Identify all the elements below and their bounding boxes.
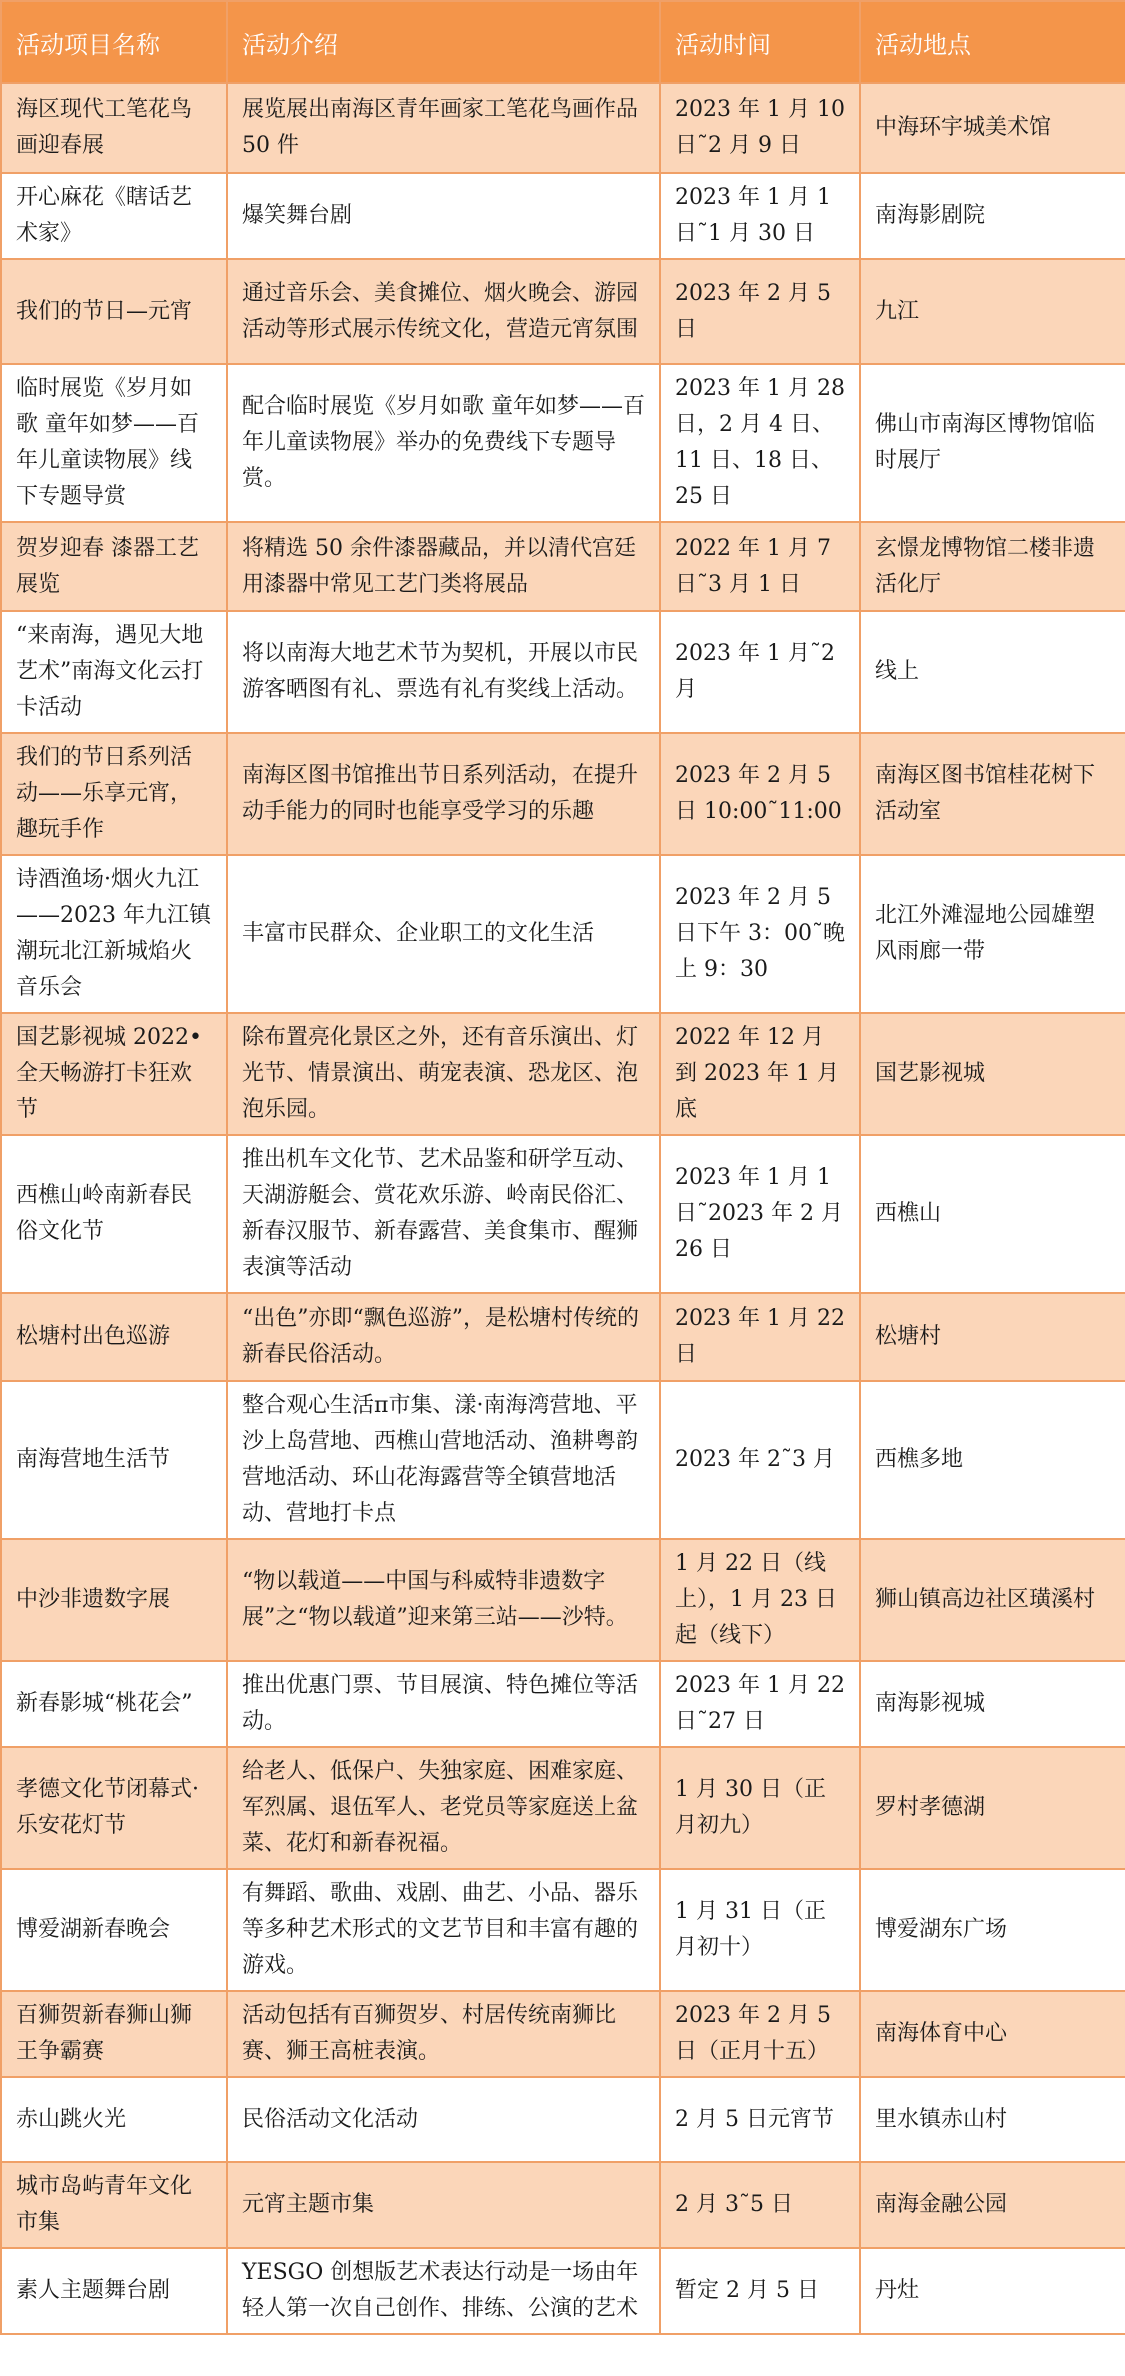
table-body <box>1 83 1125 2334</box>
cell-activity-time: 2022 年 12 月到 2023 年 1 月底 <box>660 1013 860 1135</box>
table-row <box>1 1661 1125 1747</box>
table-row <box>1 855 1125 1013</box>
cell-activity-name: 贺岁迎春 漆器工艺展览 <box>1 522 227 611</box>
header-activity-name: 活动项目名称 <box>1 1 227 83</box>
cell-activity-name: 素人主题舞台剧 <box>1 2248 227 2334</box>
cell-activity-time: 2023 年 1 月 22 日˜27 日 <box>660 1661 860 1747</box>
cell-activity-intro: 推出优惠门票、节目展演、特色摊位等活动。 <box>227 1661 660 1747</box>
cell-activity-name: 我们的节日系列活动——乐享元宵，趣玩手作 <box>1 733 227 855</box>
cell-activity-time: 暂定 2 月 5 日 <box>660 2248 860 2334</box>
cell-activity-intro: 南海区图书馆推出节日系列活动，在提升动手能力的同时也能享受学习的乐趣 <box>227 733 660 855</box>
cell-activity-name: 松塘村出色巡游 <box>1 1293 227 1381</box>
cell-activity-place: 丹灶 <box>860 2248 1125 2334</box>
cell-activity-place: 玄憬龙博物馆二楼非遗活化厅 <box>860 522 1125 611</box>
cell-activity-name: 国艺影视城 2022•全天畅游打卡狂欢节 <box>1 1013 227 1135</box>
cell-activity-intro: 推出机车文化节、艺术品鉴和研学互动、天湖游艇会、赏花欢乐游、岭南民俗汇、新春汉服节、新春露营、美食集市、醒狮表演等活动 <box>227 1135 660 1293</box>
table-row <box>1 1381 1125 1539</box>
table-row <box>1 83 1125 173</box>
cell-activity-time: 2023 年 1 月 1 日˜1 月 30 日 <box>660 173 860 259</box>
cell-activity-name: “来南海，遇见大地艺术”南海文化云打卡活动 <box>1 611 227 733</box>
table-row <box>1 2077 1125 2162</box>
table-row <box>1 2162 1125 2248</box>
cell-activity-time: 2023 年 1 月 28 日，2 月 4 日、11 日、18 日、25 日 <box>660 364 860 522</box>
cell-activity-name: 城市岛屿青年文化市集 <box>1 2162 227 2248</box>
table-row <box>1 259 1125 364</box>
cell-activity-time: 2023 年 1 月 1 日˜2023 年 2 月 26 日 <box>660 1135 860 1293</box>
cell-activity-time: 2023 年 1 月˜2 月 <box>660 611 860 733</box>
table-row <box>1 1539 1125 1661</box>
cell-activity-time: 2022 年 1 月 7 日˜3 月 1 日 <box>660 522 860 611</box>
cell-activity-name: 百狮贺新春狮山狮王争霸赛 <box>1 1991 227 2077</box>
cell-activity-place: 里水镇赤山村 <box>860 2077 1125 2162</box>
cell-activity-intro: 爆笑舞台剧 <box>227 173 660 259</box>
cell-activity-place: 北江外滩湿地公园雄塑风雨廊一带 <box>860 855 1125 1013</box>
cell-activity-intro: 配合临时展览《岁月如歌 童年如梦——百年儿童读物展》举办的免费线下专题导赏。 <box>227 364 660 522</box>
cell-activity-intro: 除布置亮化景区之外，还有音乐演出、灯光节、情景演出、萌宠表演、恐龙区、泡泡乐园。 <box>227 1013 660 1135</box>
cell-activity-intro: “出色”亦即“飘色巡游”，是松塘村传统的新春民俗活动。 <box>227 1293 660 1381</box>
table-row <box>1 733 1125 855</box>
cell-activity-place: 松塘村 <box>860 1293 1125 1381</box>
table-row <box>1 1991 1125 2077</box>
table-row <box>1 1293 1125 1381</box>
cell-activity-intro: 通过音乐会、美食摊位、烟火晚会、游园活动等形式展示传统文化，营造元宵氛围 <box>227 259 660 364</box>
table-row <box>1 1013 1125 1135</box>
table-row <box>1 364 1125 522</box>
cell-activity-time: 1 月 30 日（正月初九） <box>660 1747 860 1869</box>
table-row <box>1 611 1125 733</box>
cell-activity-intro: 展览展出南海区青年画家工笔花鸟画作品 50 件 <box>227 83 660 173</box>
cell-activity-time: 2023 年 2 月 5 日下午 3：00˜晚上 9：30 <box>660 855 860 1013</box>
cell-activity-time: 2 月 3˜5 日 <box>660 2162 860 2248</box>
cell-activity-name: 博爱湖新春晚会 <box>1 1869 227 1991</box>
cell-activity-name: 诗酒渔场·烟火九江——2023 年九江镇潮玩北江新城焰火音乐会 <box>1 855 227 1013</box>
cell-activity-time: 2 月 5 日元宵节 <box>660 2077 860 2162</box>
table-row <box>1 2248 1125 2334</box>
cell-activity-place: 南海区图书馆桂花树下活动室 <box>860 733 1125 855</box>
cell-activity-name: 开心麻花《瞎话艺术家》 <box>1 173 227 259</box>
cell-activity-intro: 民俗活动文化活动 <box>227 2077 660 2162</box>
cell-activity-place: 博爱湖东广场 <box>860 1869 1125 1991</box>
cell-activity-time: 1 月 22 日（线上），1 月 23 日起（线下） <box>660 1539 860 1661</box>
cell-activity-intro: 给老人、低保户、失独家庭、困难家庭、军烈属、退伍军人、老党员等家庭送上盆菜、花灯和新春祝福。 <box>227 1747 660 1869</box>
cell-activity-name: 赤山跳火光 <box>1 2077 227 2162</box>
cell-activity-place: 南海影剧院 <box>860 173 1125 259</box>
cell-activity-name: 临时展览《岁月如歌 童年如梦——百年儿童读物展》线下专题导赏 <box>1 364 227 522</box>
cell-activity-place: 佛山市南海区博物馆临时展厅 <box>860 364 1125 522</box>
cell-activity-place: 南海体育中心 <box>860 1991 1125 2077</box>
cell-activity-intro: YESGO 创想版艺术表达行动是一场由年轻人第一次自己创作、排练、公演的艺术 <box>227 2248 660 2334</box>
cell-activity-time: 1 月 31 日（正月初十） <box>660 1869 860 1991</box>
cell-activity-intro: 整合观心生活π市集、漾·南海湾营地、平沙上岛营地、西樵山营地活动、渔耕粤韵营地活动、环山花海露营等全镇营地活动、营地打卡点 <box>227 1381 660 1539</box>
cell-activity-place: 西樵山 <box>860 1135 1125 1293</box>
cell-activity-time: 2023 年 2˜3 月 <box>660 1381 860 1539</box>
table-header-row <box>1 1 1125 83</box>
table-row <box>1 173 1125 259</box>
cell-activity-time: 2023 年 2 月 5 日 10:00˜11:00 <box>660 733 860 855</box>
table-row <box>1 1135 1125 1293</box>
cell-activity-place: 中海环宇城美术馆 <box>860 83 1125 173</box>
cell-activity-place: 罗村孝德湖 <box>860 1747 1125 1869</box>
cell-activity-name: 新春影城“桃花会” <box>1 1661 227 1747</box>
header-activity-intro: 活动介绍 <box>227 1 660 83</box>
cell-activity-place: 狮山镇高边社区璜溪村 <box>860 1539 1125 1661</box>
table-row <box>1 1747 1125 1869</box>
cell-activity-intro: “物以载道——中国与科威特非遗数字展”之“物以载道”迎来第三站——沙特。 <box>227 1539 660 1661</box>
cell-activity-place: 西樵多地 <box>860 1381 1125 1539</box>
cell-activity-time: 2023 年 2 月 5 日（正月十五） <box>660 1991 860 2077</box>
cell-activity-place: 九江 <box>860 259 1125 364</box>
cell-activity-intro: 活动包括有百狮贺岁、村居传统南狮比赛、狮王高桩表演。 <box>227 1991 660 2077</box>
header-activity-place: 活动地点 <box>860 1 1125 83</box>
header-activity-time: 活动时间 <box>660 1 860 83</box>
cell-activity-name: 中沙非遗数字展 <box>1 1539 227 1661</box>
cell-activity-name: 海区现代工笔花鸟画迎春展 <box>1 83 227 173</box>
cell-activity-name: 我们的节日—元宵 <box>1 259 227 364</box>
cell-activity-time: 2023 年 1 月 22 日 <box>660 1293 860 1381</box>
cell-activity-name: 南海营地生活节 <box>1 1381 227 1539</box>
cell-activity-time: 2023 年 2 月 5 日 <box>660 259 860 364</box>
cell-activity-time: 2023 年 1 月 10 日˜2 月 9 日 <box>660 83 860 173</box>
table-row <box>1 522 1125 611</box>
cell-activity-intro: 元宵主题市集 <box>227 2162 660 2248</box>
cell-activity-name: 西樵山岭南新春民俗文化节 <box>1 1135 227 1293</box>
cell-activity-intro: 将以南海大地艺术节为契机，开展以市民游客晒图有礼、票选有礼有奖线上活动。 <box>227 611 660 733</box>
cell-activity-place: 国艺影视城 <box>860 1013 1125 1135</box>
cell-activity-intro: 将精选 50 余件漆器藏品，并以清代宫廷用漆器中常见工艺门类将展品 <box>227 522 660 611</box>
cell-activity-place: 南海影视城 <box>860 1661 1125 1747</box>
cell-activity-name: 孝德文化节闭幕式·乐安花灯节 <box>1 1747 227 1869</box>
cell-activity-intro: 丰富市民群众、企业职工的文化生活 <box>227 855 660 1013</box>
cell-activity-place: 南海金融公园 <box>860 2162 1125 2248</box>
cell-activity-intro: 有舞蹈、歌曲、戏剧、曲艺、小品、器乐等多种艺术形式的文艺节目和丰富有趣的游戏。 <box>227 1869 660 1991</box>
cell-activity-place: 线上 <box>860 611 1125 733</box>
table-row <box>1 1869 1125 1991</box>
